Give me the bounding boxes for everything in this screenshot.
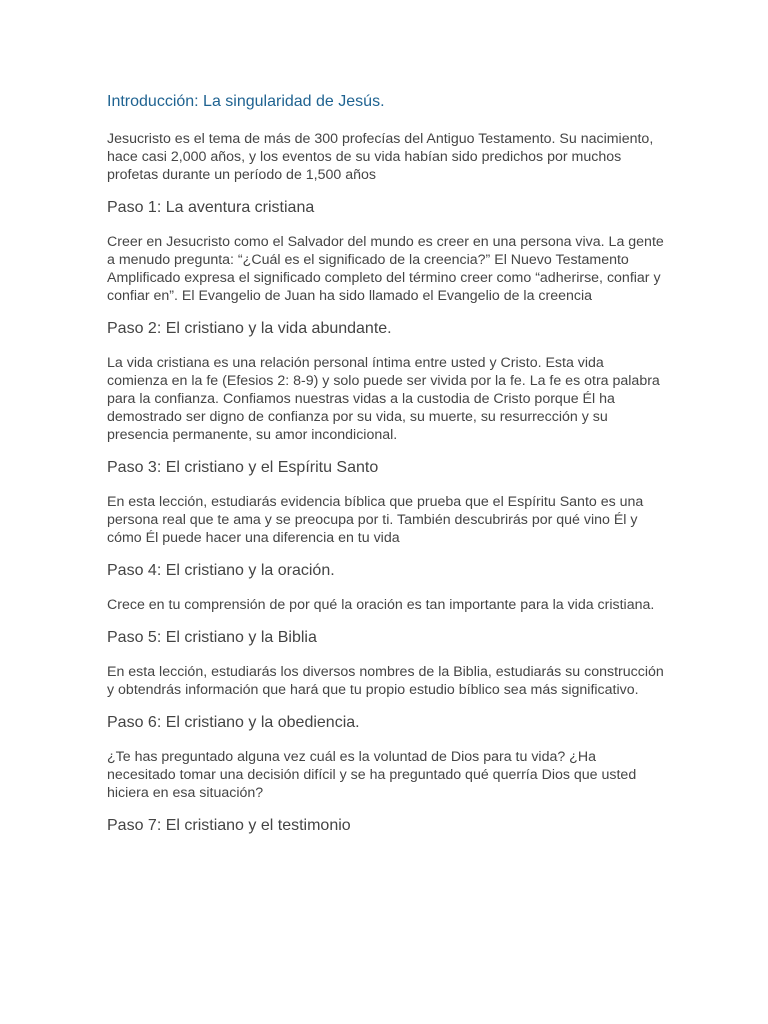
intro-paragraph: Jesucristo es el tema de más de 300 profecías del Antiguo Testamento. Su nacimiento, hace casi 2,000 años, y los eventos de su vida habían sido predichos por muchos profetas durante un período de 1,500 años <box>107 131 654 183</box>
step-4-heading: Paso 4: El cristiano y la oración. <box>107 562 335 579</box>
step-2-body: La vida cristiana es una relación personal íntima entre usted y Cristo. Esta vida comienza en la fe (Efesios 2: 8-9) y solo puede ser vivida por la fe. La fe es otra palabra para la confianza. Confiamos nuestras vidas a la custodia de Cristo porque Él ha demostrado ser digno de confianza por su vida, su muerte, su resurrección y su presencia permanente, su amor incondicional. <box>107 355 660 443</box>
step-2-heading: Paso 2: El cristiano y la vida abundante. <box>107 320 392 337</box>
step-5-body: En esta lección, estudiarás los diversos nombres de la Biblia, estudiarás su construcción y obtendrás información que hará que tu propio estudio bíblico sea más significativo. <box>107 664 664 698</box>
step-1-body: Creer en Jesucristo como el Salvador del mundo es creer en una persona viva. La gente a menudo pregunta: “¿Cuál es el significado de la creencia?” El Nuevo Testamento Amplificado expresa el significado completo del término creer como “adherirse, confiar y confiar en”. El Evangelio de Juan ha sido llamado el Evangelio de la creencia <box>107 234 664 304</box>
step-3-heading: Paso 3: El cristiano y el Espíritu Santo <box>107 459 379 476</box>
document-title: Introducción: La singularidad de Jesús. <box>107 93 385 110</box>
step-7-heading: Paso 7: El cristiano y el testimonio <box>107 817 351 834</box>
step-6-heading: Paso 6: El cristiano y la obediencia. <box>107 714 360 731</box>
step-3-body: En esta lección, estudiarás evidencia bíblica que prueba que el Espíritu Santo es una persona real que te ama y se preocupa por ti. También descubrirás por qué vino Él y cómo Él puede hacer una diferencia en tu vida <box>107 494 644 546</box>
step-5-heading: Paso 5: El cristiano y la Biblia <box>107 629 317 646</box>
step-4-body: Crece en tu comprensión de por qué la oración es tan importante para la vida cristiana. <box>107 597 655 613</box>
step-1-heading: Paso 1: La aventura cristiana <box>107 199 315 216</box>
step-6-body: ¿Te has preguntado alguna vez cuál es la voluntad de Dios para tu vida? ¿Ha necesitado tomar una decisión difícil y se ha preguntado qué querría Dios que usted hiciera en esa situación? <box>107 749 637 801</box>
